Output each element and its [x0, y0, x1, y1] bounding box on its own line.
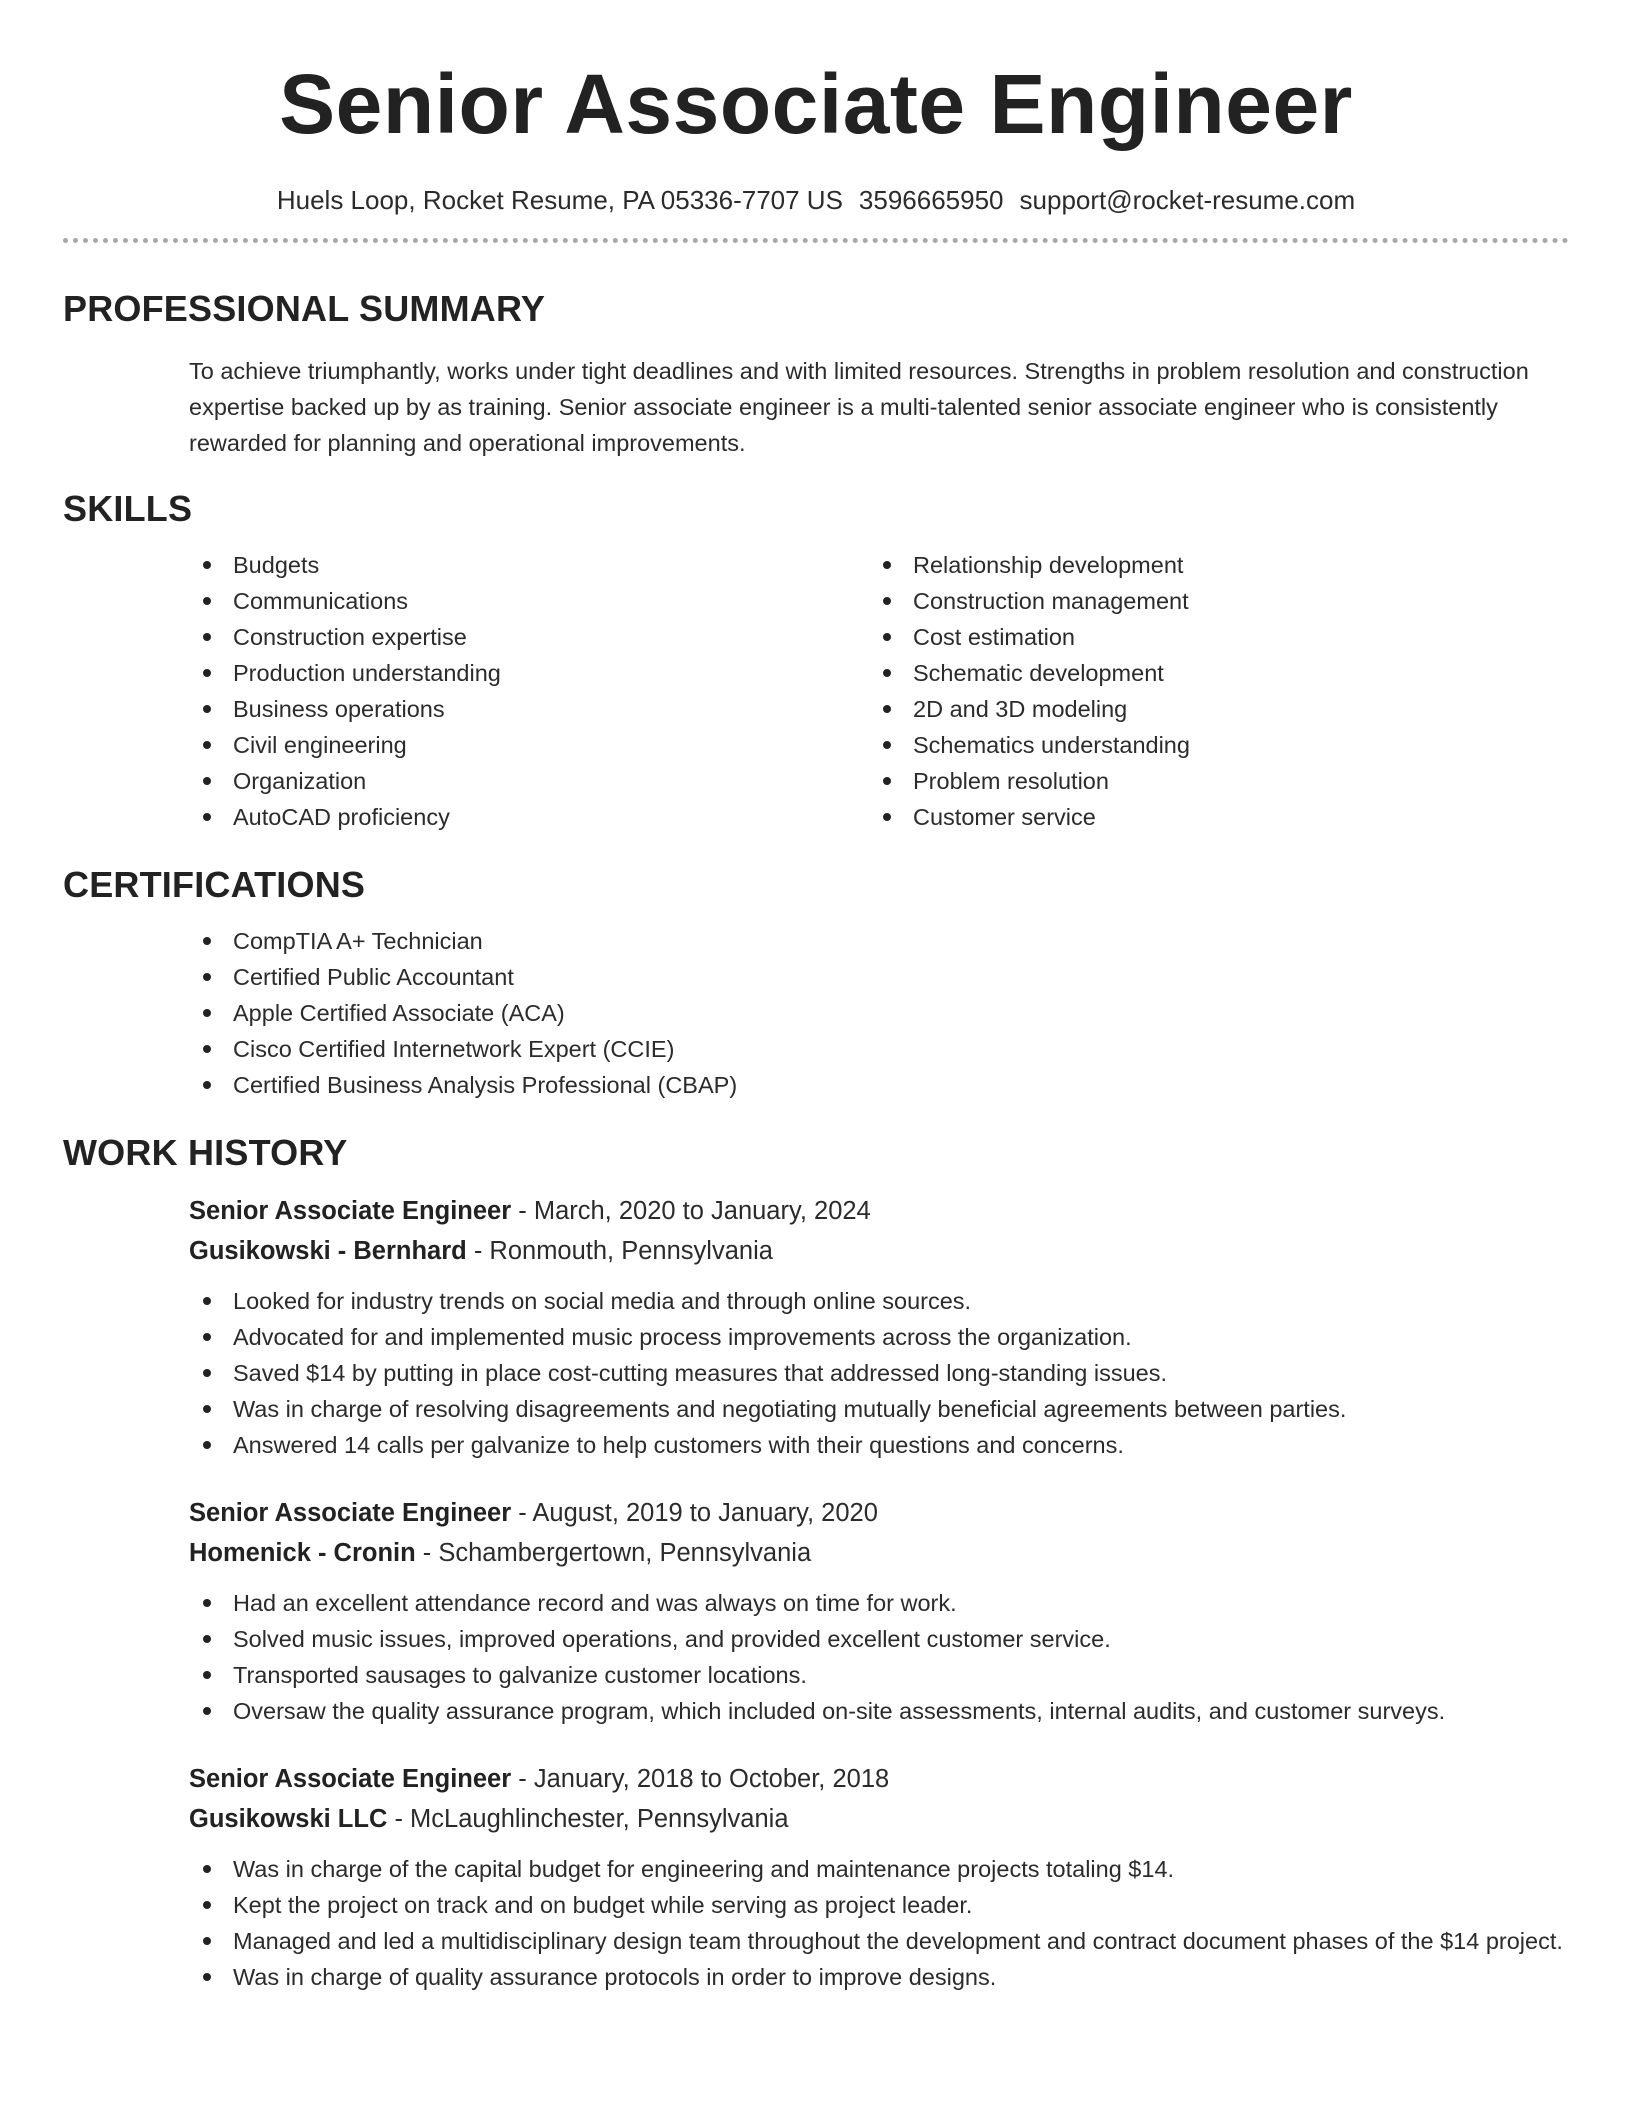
job-bullet: Was in charge of the capital budget for engineering and maintenance projects totaling $14. — [189, 1851, 1569, 1887]
job-bullet: Transported sausages to galvanize customer locations. — [189, 1657, 1569, 1693]
job-company: Homenick - Cronin — [189, 1539, 416, 1567]
certification-item: CompTIA A+ Technician — [189, 923, 1569, 959]
job-title-line — [189, 1191, 1569, 1231]
job-dates: - August, 2019 to January, 2020 — [511, 1499, 878, 1527]
contact-address: Huels Loop, Rocket Resume, PA 05336-7707 US — [276, 185, 843, 215]
resume-page — [63, 0, 1569, 2112]
job-location: - Schambergertown, Pennsylvania — [415, 1539, 812, 1567]
skill-item: Cost estimation — [869, 619, 1549, 655]
job-company-line — [189, 1231, 1569, 1271]
contact-line — [63, 184, 1569, 216]
job-bullet: Looked for industry trends on social media and through online sources. — [189, 1283, 1569, 1319]
skills-grid — [189, 547, 1569, 835]
job-bullets — [189, 1585, 1569, 1729]
contact-phone: 3596665950 — [858, 185, 1004, 215]
skill-item: Construction management — [869, 583, 1549, 619]
contact-email[interactable]: support@rocket-resume.com — [1019, 185, 1356, 215]
job-role: Senior Associate Engineer — [189, 1197, 512, 1225]
job-bullet: Saved $14 by putting in place cost-cutting measures that addressed long-standing issues. — [189, 1355, 1569, 1391]
job-bullet: Managed and led a multidisciplinary design team throughout the development and contract document phases of the $14 project. — [189, 1923, 1569, 1959]
skill-item: Production understanding — [189, 655, 869, 691]
job-bullet: Answered 14 calls per galvanize to help customers with their questions and concerns. — [189, 1427, 1569, 1463]
certification-item: Certified Public Accountant — [189, 959, 1569, 995]
header-divider — [63, 238, 1569, 243]
work-history-section — [63, 1131, 1569, 1995]
summary-section — [63, 287, 1569, 461]
job-entry — [189, 1759, 1569, 1995]
skill-item: Customer service — [869, 799, 1549, 835]
candidate-name: Senior Associate Engineer — [279, 57, 1353, 151]
job-location: - Ronmouth, Pennsylvania — [466, 1237, 773, 1265]
job-company: Gusikowski - Bernhard — [189, 1237, 467, 1265]
skills-right-list — [869, 547, 1549, 835]
job-bullet: Was in charge of resolving disagreements and negotiating mutually beneficial agreements between parties. — [189, 1391, 1569, 1427]
summary-title: PROFESSIONAL SUMMARY — [63, 288, 546, 329]
job-location: - McLaughlinchester, Pennsylvania — [387, 1805, 789, 1833]
skill-item: Problem resolution — [869, 763, 1549, 799]
skill-item: Schematics understanding — [869, 727, 1549, 763]
job-bullets — [189, 1283, 1569, 1463]
skill-item: Construction expertise — [189, 619, 869, 655]
job-company-line — [189, 1799, 1569, 1839]
job-company: Gusikowski LLC — [189, 1805, 388, 1833]
job-bullet: Was in charge of quality assurance protocols in order to improve designs. — [189, 1959, 1569, 1995]
skill-item: Business operations — [189, 691, 869, 727]
job-dates: - January, 2018 to October, 2018 — [511, 1765, 890, 1793]
skills-section — [63, 487, 1569, 835]
job-title-line — [189, 1759, 1569, 1799]
certifications-section — [63, 863, 1569, 1103]
skill-item: AutoCAD proficiency — [189, 799, 869, 835]
job-bullet: Solved music issues, improved operations, and provided excellent customer service. — [189, 1621, 1569, 1657]
skill-item: Communications — [189, 583, 869, 619]
job-entry — [189, 1191, 1569, 1463]
job-title-line — [189, 1493, 1569, 1533]
skill-item: 2D and 3D modeling — [869, 691, 1549, 727]
job-role: Senior Associate Engineer — [189, 1499, 512, 1527]
skill-item: Organization — [189, 763, 869, 799]
job-bullet: Oversaw the quality assurance program, which included on-site assessments, internal audits, and customer surveys. — [189, 1693, 1569, 1729]
certification-item: Cisco Certified Internetwork Expert (CCIE) — [189, 1031, 1569, 1067]
job-bullet: Had an excellent attendance record and was always on time for work. — [189, 1585, 1569, 1621]
skill-item: Relationship development — [869, 547, 1549, 583]
skill-item: Schematic development — [869, 655, 1549, 691]
certifications-title: CERTIFICATIONS — [63, 864, 366, 905]
job-entry — [189, 1493, 1569, 1729]
work-history-title: WORK HISTORY — [63, 1132, 348, 1173]
skills-left-list — [189, 547, 869, 835]
certifications-list — [189, 923, 1569, 1103]
skill-item: Budgets — [189, 547, 869, 583]
skills-title: SKILLS — [63, 488, 193, 529]
job-company-line — [189, 1533, 1569, 1573]
job-bullet: Kept the project on track and on budget while serving as project leader. — [189, 1887, 1569, 1923]
job-role: Senior Associate Engineer — [189, 1765, 512, 1793]
certification-item: Certified Business Analysis Professional (CBAP) — [189, 1067, 1569, 1103]
certification-item: Apple Certified Associate (ACA) — [189, 995, 1569, 1031]
skill-item: Civil engineering — [189, 727, 869, 763]
summary-text: To achieve triumphantly, works under tight deadlines and with limited resources. Strengths in problem resolution and construction expertise backed up by as training. Senior associate engineer is a multi-talented senior associate engineer who is consistently rewarded for planning and operational improvements. — [189, 358, 1529, 456]
job-dates: - March, 2020 to January, 2024 — [511, 1197, 871, 1225]
job-bullets — [189, 1851, 1569, 1995]
job-bullet: Advocated for and implemented music process improvements across the organization. — [189, 1319, 1569, 1355]
